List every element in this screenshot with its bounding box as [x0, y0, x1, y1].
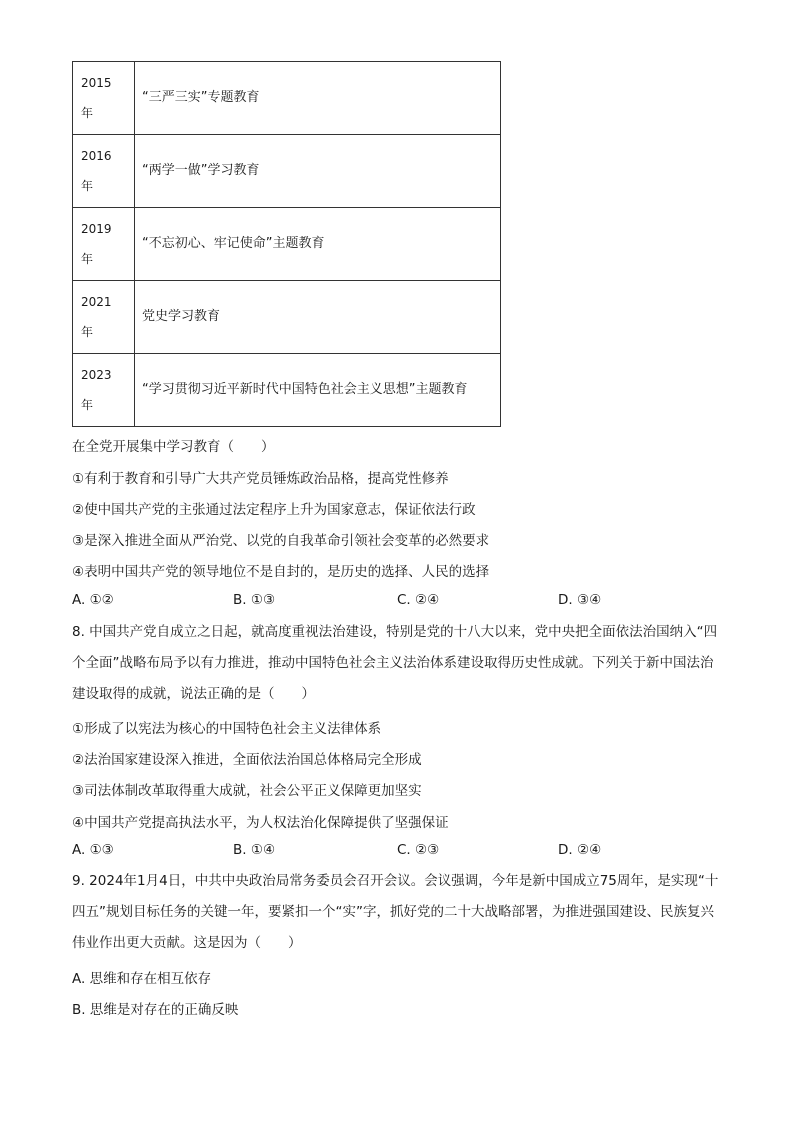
- q8-statement: ③司法体制改革取得重大成就，社会公平正义保障更加坚实: [72, 783, 422, 799]
- q7-option-a[interactable]: A. ①②: [72, 592, 114, 608]
- year-number: 2019: [81, 222, 112, 236]
- table-row: [73, 62, 501, 135]
- education-table: [72, 61, 501, 427]
- q8-option-b[interactable]: B. ①④: [233, 842, 276, 858]
- year-number: 2023: [81, 368, 112, 382]
- q7-statement: ①有利于教育和引导广大共产党员锤炼政治品格，提高党性修养: [72, 471, 449, 487]
- table-row: [73, 135, 501, 208]
- table-row: [73, 354, 501, 427]
- q8-option-d[interactable]: D. ②④: [558, 842, 602, 858]
- year-cell: [73, 208, 135, 281]
- q7-statement: ③是深入推进全面从严治党、以党的自我革命引领社会变革的必然要求: [72, 533, 490, 549]
- q9-option-a[interactable]: A. 思维和存在相互依存: [72, 971, 212, 987]
- year-cell: [73, 281, 135, 354]
- q9-option-b[interactable]: B. 思维是对存在的正确反映: [72, 1002, 239, 1018]
- year-unit: 年: [81, 106, 94, 120]
- year-number: 2016: [81, 149, 112, 163]
- q8-option-a[interactable]: A. ①③: [72, 842, 114, 858]
- year-cell: [73, 135, 135, 208]
- q8-statement: ①形成了以宪法为核心的中国特色社会主义法律体系: [72, 721, 382, 737]
- q7-option-c[interactable]: C. ②④: [397, 592, 440, 608]
- year-unit: 年: [81, 179, 94, 193]
- year-cell: [73, 354, 135, 427]
- q8-stem: 8. 中国共产党自成立之日起，就高度重视法治建设，特别是党的十八大以来，党中央把全面依法治国纳入“四个全面”战略布局予以有力推进，推动中国特色社会主义法治体系建设取得历史性成就。下列关于新中国法治建设取得的成就，说法正确的是（ ）: [72, 624, 718, 702]
- education-item-cell: “不忘初心、牢记使命”主题教育: [135, 208, 501, 281]
- year-number: 2015: [81, 76, 112, 90]
- q7-stem: 在全党开展集中学习教育（ ）: [72, 439, 275, 455]
- q8-option-c[interactable]: C. ②③: [397, 842, 440, 858]
- year-number: 2021: [81, 295, 112, 309]
- q8-statement: ④中国共产党提高执法水平，为人权法治化保障提供了坚强保证: [72, 815, 449, 831]
- q7-option-b[interactable]: B. ①③: [233, 592, 276, 608]
- education-item-cell: “两学一做”学习教育: [135, 135, 501, 208]
- q9-stem: 9. 2024年1月4日，中共中央政治局常务委员会召开会议。会议强调，今年是新中国成立75周年，是实现“十四五”规划目标任务的关键一年，要紧扣一个“实”字，抓好党的二十大战略部署，为推进强国建设、民族复兴伟业作出更大贡献。这是因为（ ）: [72, 873, 719, 951]
- year-unit: 年: [81, 398, 94, 412]
- q7-option-d[interactable]: D. ③④: [558, 592, 602, 608]
- table-row: [73, 208, 501, 281]
- q8-statement: ②法治国家建设深入推进，全面依法治国总体格局完全形成: [72, 752, 422, 768]
- education-item-cell: “三严三实”专题教育: [135, 62, 501, 135]
- year-cell: [73, 62, 135, 135]
- year-unit: 年: [81, 325, 94, 339]
- q7-statement: ④表明中国共产党的领导地位不是自封的，是历史的选择、人民的选择: [72, 564, 490, 580]
- education-item-cell: “学习贯彻习近平新时代中国特色社会主义思想”主题教育: [135, 354, 501, 427]
- table-row: [73, 281, 501, 354]
- education-item-cell: 党史学习教育: [135, 281, 501, 354]
- q7-statement: ②使中国共产党的主张通过法定程序上升为国家意志，保证依法行政: [72, 502, 476, 518]
- year-unit: 年: [81, 252, 94, 266]
